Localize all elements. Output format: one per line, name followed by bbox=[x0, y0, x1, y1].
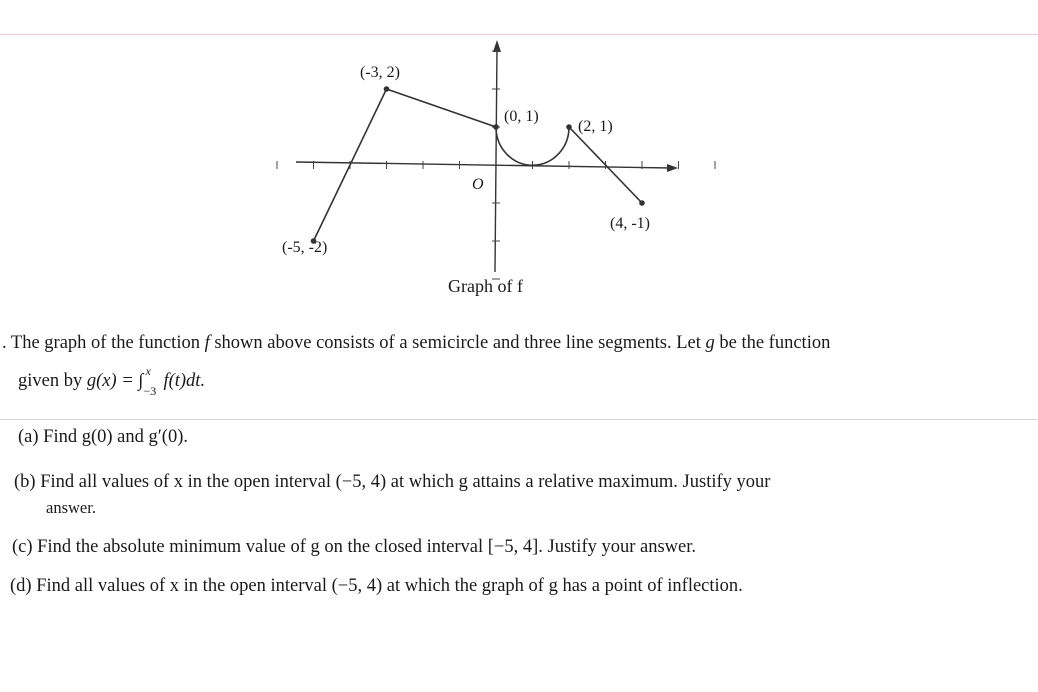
part-text: Find g(0) and g′(0). bbox=[43, 427, 189, 447]
graph-point-3 bbox=[566, 124, 572, 130]
segment-neg3-to-0 bbox=[387, 89, 497, 127]
integral-body: f(t)dt. bbox=[163, 371, 206, 391]
point-label-2-1: (2, 1) bbox=[578, 118, 613, 135]
part-d bbox=[10, 573, 743, 601]
intro-line-2 bbox=[18, 364, 206, 398]
semicircle-0-to-2 bbox=[496, 127, 569, 165]
intro-text: be the function bbox=[714, 333, 831, 353]
separator-rule bbox=[0, 419, 1038, 420]
graph-caption: Graph of f bbox=[448, 276, 523, 296]
origin-label: O bbox=[472, 176, 484, 193]
x-axis-arrow-icon bbox=[667, 164, 678, 172]
y-axis-arrow-icon bbox=[493, 40, 501, 52]
point-label-4-neg1: (4, -1) bbox=[610, 215, 650, 232]
part-b-continued: answer. bbox=[46, 498, 96, 517]
point-label-neg3-2: (-3, 2) bbox=[360, 64, 400, 81]
part-label: (c) bbox=[12, 537, 33, 557]
y-axis bbox=[493, 40, 501, 272]
segment-2-to-4 bbox=[569, 127, 642, 203]
part-c bbox=[12, 534, 696, 562]
part-label: (b) bbox=[14, 472, 36, 492]
point-label-0-1: (0, 1) bbox=[504, 108, 539, 125]
graph-point-1 bbox=[384, 86, 390, 92]
x-axis bbox=[296, 162, 678, 172]
part-text: Find all values of x in the open interval (−5, 4) at which the graph of g has a point of inflection. bbox=[36, 576, 743, 596]
intro-text: given by bbox=[18, 371, 87, 391]
function-g: g bbox=[705, 333, 715, 353]
part-label: (d) bbox=[10, 576, 32, 596]
integral-limits bbox=[143, 364, 163, 398]
segment-neg5-to-neg3 bbox=[314, 89, 387, 241]
intro-text: shown above consists of a semicircle and three line segments. Let bbox=[209, 333, 706, 353]
intro-line-1 bbox=[2, 330, 830, 358]
integral-lower-limit: −3 bbox=[143, 384, 157, 398]
part-text: Find the absolute minimum value of g on the closed interval [−5, 4]. Justify your answer. bbox=[37, 537, 697, 557]
part-a bbox=[18, 424, 188, 452]
function-graph bbox=[0, 0, 1038, 320]
part-label: (a) bbox=[18, 427, 39, 447]
graph-point-2 bbox=[493, 124, 499, 130]
integral-expression: g(x) = ∫ bbox=[86, 371, 144, 391]
graph-point-4 bbox=[639, 200, 645, 206]
integral-upper-limit: x bbox=[145, 364, 151, 378]
point-label-neg5-neg2: (-5, -2) bbox=[282, 239, 328, 256]
part-b bbox=[14, 469, 770, 497]
intro-text: . The graph of the function bbox=[2, 333, 205, 353]
part-text: Find all values of x in the open interval (−5, 4) at which g attains a relative maximum. Justify your bbox=[40, 472, 771, 492]
function-f: f bbox=[204, 333, 210, 353]
